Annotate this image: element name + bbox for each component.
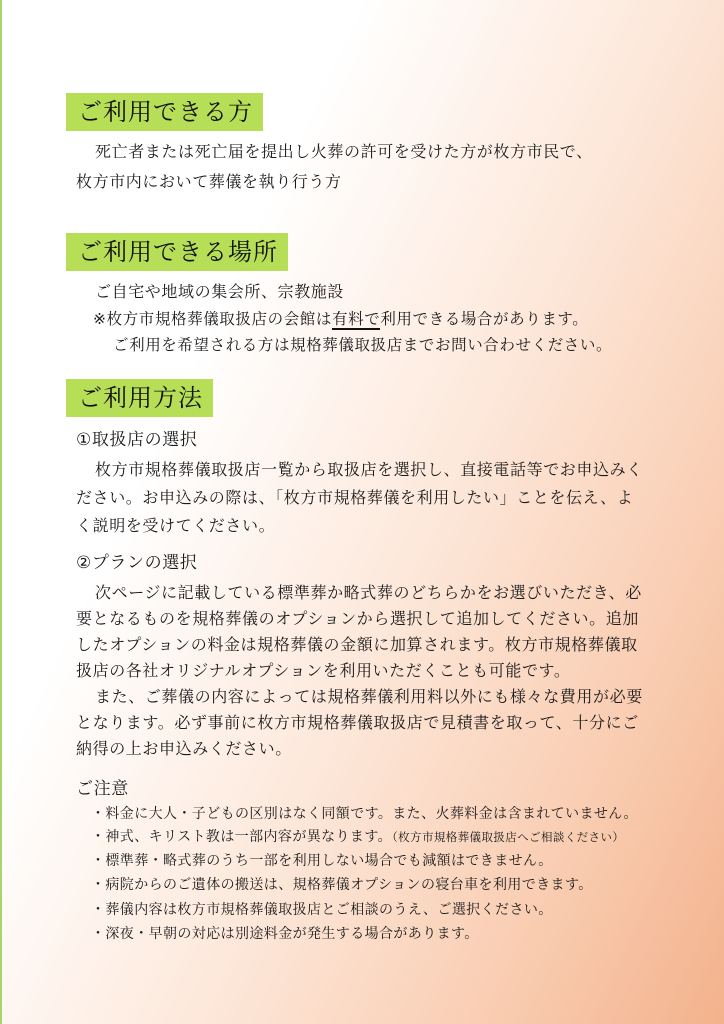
eligible-text-line-2: 枚方市内において葬儀を執り行う方 — [76, 172, 342, 191]
eligible-text-line-1: 死亡者または死亡届を提出し火葬の許可を受けた方が枚方市民で、 — [95, 142, 593, 161]
note-item-2 — [91, 826, 624, 848]
places-note-pre: ※枚方市規格葬儀取扱店の会館は — [93, 310, 332, 328]
note-item-2-small: （枚方市規格葬儀取扱店へご相談ください） — [392, 830, 625, 844]
note-item-6: ・深夜・早朝の対応は別途料金が発生する場合があります。 — [91, 926, 479, 942]
step2-line-3: したオプションの料金は規格葬儀の金額に加算されます。枚方市規格葬儀取 — [76, 635, 638, 654]
notes-title: ご注意 — [76, 779, 129, 799]
heading-how-to-use: ご利用方法 — [66, 379, 213, 417]
step1-line-2: ださい。お申込みの際は、「枚方市規格葬儀を利用したい」ことを伝え、よ — [76, 488, 634, 507]
places-note-underlined: 有料で — [332, 310, 381, 328]
step2-line-4: 扱店の各社オリジナルオプションを利用いただくことも可能です。 — [76, 661, 571, 680]
step1-title: ①取扱店の選択 — [76, 430, 198, 450]
step2-line-5: また、ご葬儀の内容によっては規格葬儀利用料以外にも様々な費用が必要 — [95, 687, 643, 706]
places-text-line-3: ご利用を希望される方は規格葬儀取扱店までお問い合わせください。 — [113, 336, 613, 354]
heading-usable-places: ご利用できる場所 — [66, 233, 288, 271]
step1-line-1: 枚方市規格葬儀取扱店一覧から取扱店を選択し、直接電話等でお申込みく — [95, 460, 643, 479]
step2-line-6: となります。必ず事前に枚方市規格葬儀取扱店で見積書を取って、十分にご — [76, 713, 639, 732]
heading-eligible-users: ご利用できる方 — [66, 93, 263, 131]
left-edge-line — [0, 0, 2, 1024]
places-note-line — [93, 305, 588, 333]
note-item-2-text: ・神式、キリスト教は一部内容が異なります。 — [91, 829, 392, 845]
step2-line-7: 納得の上お申込みください。 — [76, 739, 292, 758]
step2-line-2: 要となるものを規格葬儀のオプションから選択して追加してください。追加 — [76, 609, 639, 628]
note-item-4: ・病院からのご遺体の搬送は、規格葬儀オプションの寝台車を利用できます。 — [91, 877, 593, 893]
note-item-3: ・標準葬・略式葬のうち一部を利用しない場合でも減額はできません。 — [91, 853, 553, 869]
step1-line-3: く説明を受けてください。 — [76, 516, 276, 535]
step2-line-1: 次ページに記載している標準葬か略式葬のどちらかをお選びいただき、必 — [95, 583, 642, 602]
note-item-5: ・葬儀内容は枚方市規格葬儀取扱店とご相談のうえ、ご選択ください。 — [91, 902, 553, 918]
places-text-line-1: ご自宅や地域の集会所、宗教施設 — [95, 282, 345, 301]
places-note-post: 利用できる場合があります。 — [380, 310, 589, 328]
note-item-1: ・料金に大人・子どもの区別はなく同額です。また、火葬料金は含まれていません。 — [91, 806, 638, 822]
step2-title: ②プランの選択 — [76, 553, 198, 573]
